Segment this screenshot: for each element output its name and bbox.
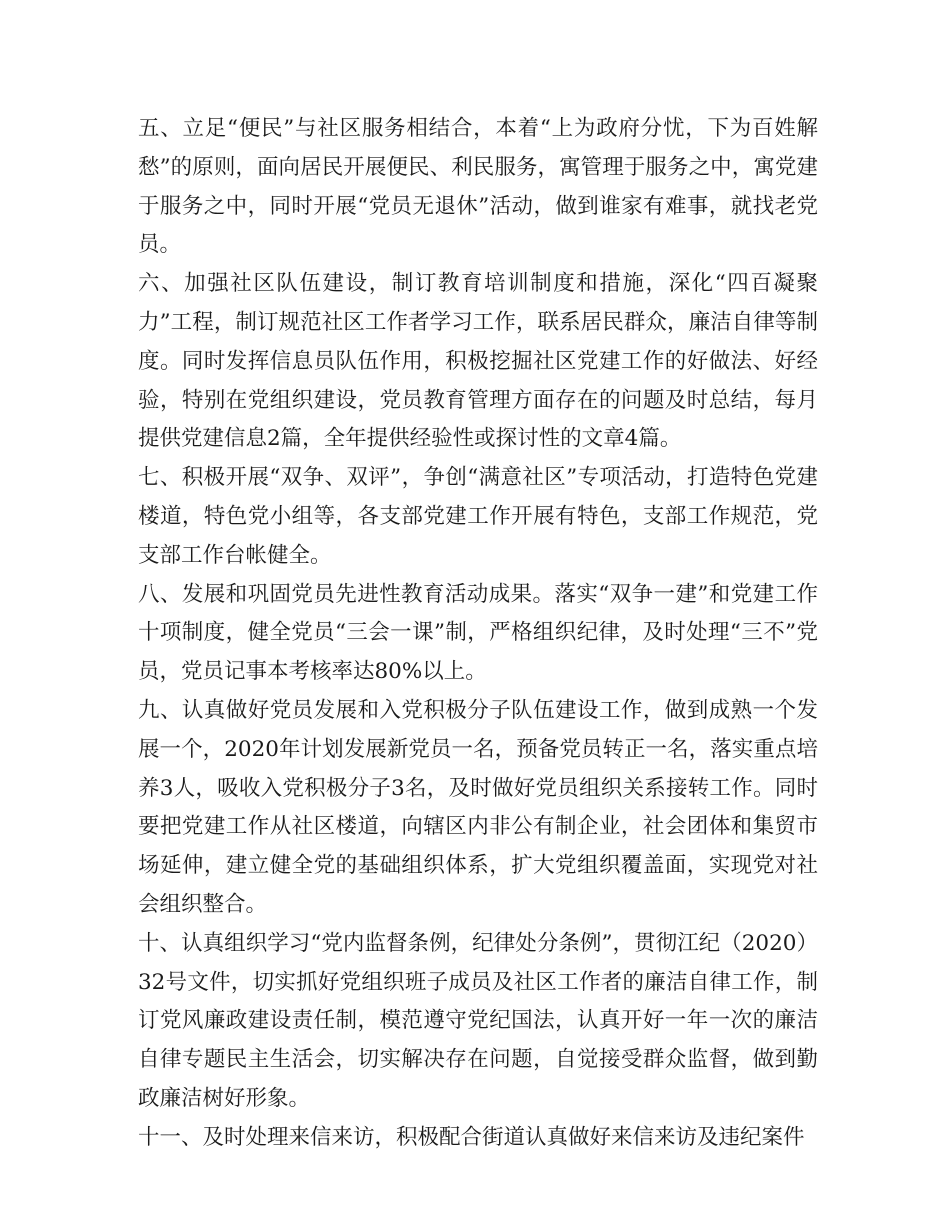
- paragraph-11: 十一、及时处理来信来访，积极配合街道认真做好来信来访及违纪案件: [138, 1124, 805, 1150]
- paragraph-5: 五、立足“便民”与社区服务相结合，本着“上为政府分忧，下为百姓解愁”的原则，面向居民开展便民、利民服务，寓管理于服务之中，寓党建于服务之中，同时开展“党员无退休”活动，做到谁家有难事，就找老党员。: [138, 116, 818, 258]
- paragraph-9: 九、认真做好党员发展和入党积极分子队伍建设工作，做到成熟一个发展一个，2020年计划发展新党员一名，预备党员转正一名，落实重点培养3人，吸收入党积极分子3名，及时做好党员组织关系接转工作。同时要把党建工作从社区楼道，向辖区内非公有制企业，社会团体和集贸市场延伸，建立健全党的基础组织体系，扩大党组织覆盖面，实现党对社会组织整合。: [138, 697, 818, 917]
- paragraph-8: 八、发展和巩固党员先进性教育活动成果。落实“双争一建”和党建工作十项制度，健全党员“三会一课”制，严格组织纪律，及时处理“三不”党员，党员记事本考核率达80%以上。: [138, 581, 818, 685]
- paragraph-10: 十、认真组织学习“党内监督条例，纪律处分条例”，贯彻江纪（2020）32号文件，切实抓好党组织班子成员及社区工作者的廉洁自律工作，制订党风廉政建设责任制，模范遵守党纪国法，认真开好一年一次的廉洁自律专题民主生活会，切实解决存在问题，自觉接受群众监督，做到勤政廉洁树好形象。: [138, 930, 818, 1111]
- paragraph-6: 六、加强社区队伍建设，制订教育培训制度和措施，深化“四百凝聚力”工程，制订规范社区工作者学习工作，联系居民群众，廉洁自律等制度。同时发挥信息员队伍作用，积极挖掘社区党建工作的好做法、好经验，特别在党组织建设，党员教育管理方面存在的问题及时总结，每月提供党建信息2篇，全年提供经验性或探讨性的文章4篇。: [138, 271, 818, 452]
- paragraph-7: 七、积极开展“双争、双评”，争创“满意社区”专项活动，打造特色党建楼道，特色党小组等，各支部党建工作开展有特色，支部工作规范，党支部工作台帐健全。: [138, 465, 818, 568]
- document-body: [138, 110, 818, 1158]
